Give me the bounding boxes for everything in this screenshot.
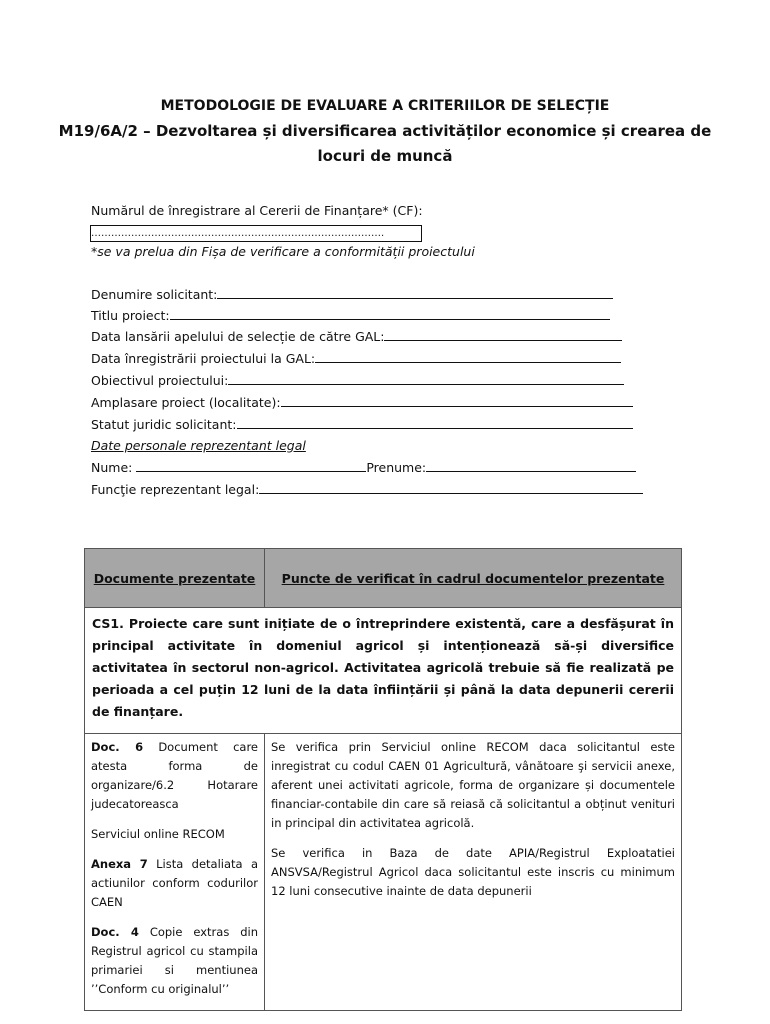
field-label: Data lansării apelului de selecție de către GAL:	[91, 329, 385, 344]
field-label: Data înregistrării proiectului la GAL:	[91, 351, 316, 366]
verification-point-1: Se verifica prin Serviciul online RECOM daca solicitantul este inregistrat cu codul CAEN 01 Agricultură, vânătoare şi servicii anexe, aferent unei activitati agricole, forma de organizare și documentele financiar-contabile din care să reiasă că solicitantul a obținut venituri in principal din activitatea agricolă.	[271, 740, 675, 830]
field-label: Amplasare proiect (localitate):	[91, 395, 281, 410]
field-label: Titlu proiect:	[91, 308, 170, 323]
field-input-line[interactable]	[237, 416, 633, 429]
field-input-line[interactable]	[281, 394, 633, 407]
representative-section-label: Date personale reprezentant legal	[91, 438, 306, 453]
field-functie	[91, 481, 643, 497]
field-denumire-solicitant	[91, 286, 613, 302]
criterion-cs1-text: CS1. Proiecte care sunt inițiate de o întreprindere existentă, care a desfășurat în principal activitate în domeniul agricol și intenționează să-și diversifice activitatea în sectorul non-agricol. Activitatea agricolă trebuie să fie realizată pe perioada a cel puțin 12 luni de la data înființării și până la data depunerii cererii de finanțare.	[85, 608, 682, 734]
doc4-item: Doc. 4 Copie extras din Registrul agricol cu stampila primariei si mentiunea ’’Conform cu originalul’’	[91, 925, 259, 996]
field-titlu-proiect	[91, 307, 610, 323]
verification-point-2: Se verifica in Baza de date APIA/Registrul Exploatatiei ANSVSA/Registrul Agricol daca solicitantul este inscris cu minimum 12 luni consecutive inainte de data depunerii	[271, 846, 675, 898]
field-label: Obiectivul proiectului:	[91, 373, 229, 388]
document-subtitle-cont: locuri de muncă	[317, 147, 453, 165]
field-obiectivul	[91, 372, 624, 388]
header-cell-puncte: Puncte de verificat în cadrul documentelor prezentate	[265, 549, 682, 608]
field-data-inregistrarii	[91, 350, 621, 366]
field-input-line[interactable]	[315, 350, 621, 363]
nume-input-line[interactable]	[136, 459, 366, 472]
field-input-line[interactable]	[217, 286, 613, 299]
field-input-line[interactable]	[384, 328, 622, 341]
doc6-item: Doc. 6 Document care atesta forma de organizare/6.2 Hotarare judecatoreasca	[91, 740, 258, 811]
registration-note: *se va prelua din Fișa de verificare a conformității proiectului	[91, 244, 475, 259]
table-header-row	[85, 549, 682, 608]
field-input-line[interactable]	[170, 307, 610, 320]
verification-points-cell	[265, 734, 682, 1011]
recom-item: Serviciul online RECOM	[91, 827, 225, 841]
prenume-label: Prenume:	[366, 460, 427, 475]
field-input-line[interactable]	[228, 372, 624, 385]
field-input-line[interactable]	[259, 481, 643, 494]
document-title: METODOLOGIE DE EVALUARE A CRITERIILOR DE SELECȚIE	[160, 98, 610, 114]
nume-label: Nume:	[91, 460, 133, 475]
anexa7-item: Anexa 7 Lista detaliata a actiunilor conform codurilor CAEN	[91, 857, 258, 909]
document-subtitle: M19/6A/2 – Dezvoltarea și diversificarea activităților economice și crearea de	[58, 122, 712, 140]
field-amplasare	[91, 394, 633, 410]
field-statut-juridic	[91, 416, 633, 432]
prenume-input-line[interactable]	[426, 459, 636, 472]
field-label: Denumire solicitant:	[91, 287, 218, 302]
documents-cell	[85, 734, 265, 1011]
registration-label: Numărul de înregistrare al Cererii de Finanțare* (CF):	[91, 203, 423, 218]
verification-table	[84, 548, 682, 1011]
field-data-lansarii	[91, 328, 622, 344]
field-nume-prenume	[91, 459, 636, 475]
header-cell-documente: Documente prezentate	[85, 549, 265, 608]
functie-label: Funcţie reprezentant legal:	[91, 482, 260, 497]
registration-number-field[interactable]: …………………………………………………………………………….	[90, 225, 422, 242]
table-row	[85, 734, 682, 1011]
criterion-row	[85, 608, 682, 734]
field-label: Statut juridic solicitant:	[91, 417, 237, 432]
